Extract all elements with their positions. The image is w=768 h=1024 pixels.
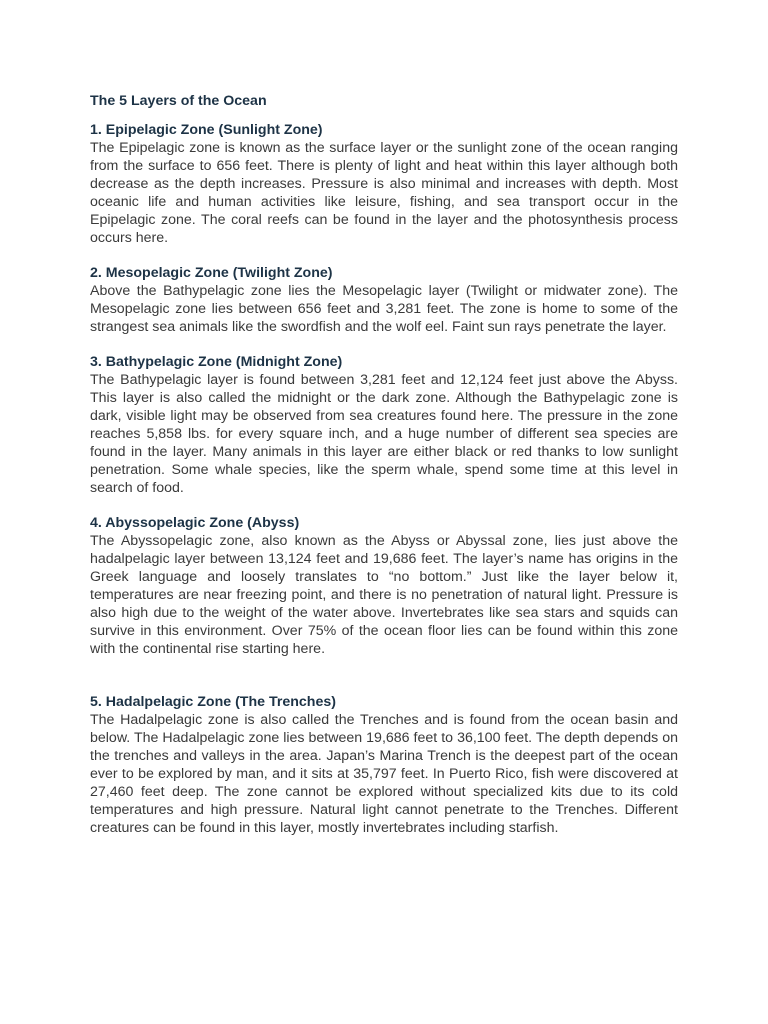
section-heading: 3. Bathypelagic Zone (Midnight Zone)	[90, 354, 343, 370]
section-mesopelagic	[90, 264, 678, 336]
section-bathypelagic	[90, 353, 678, 497]
section-epipelagic	[90, 121, 678, 247]
section-body: The Hadalpelagic zone is also called the Trenches and is found from the ocean basin and below. The Hadalpelagic zone lies between 19,686 feet to 36,100 feet. The depth depends on the trenches and valleys in the area. Japan’s Marina Trench is the deepest part of the ocean ever to be explored by man, and it sits at 35,797 feet. In Puerto Rico, fish were discovered at 27,460 feet deep. The zone cannot be explored without specialized kits due to its cold temperatures and high pressure. Natural light cannot penetrate to the Trenches. Different creatures can be found in this layer, mostly invertebrates including starfish.	[90, 712, 678, 836]
section-heading: 1. Epipelagic Zone (Sunlight Zone)	[90, 122, 323, 138]
section-body: The Epipelagic zone is known as the surface layer or the sunlight zone of the ocean ranging from the surface to 656 feet. There is plenty of light and heat within this layer although both decrease as the depth increases. Pressure is also minimal and increases with depth. Most oceanic life and human activities like leisure, fishing, and sea transport occur in the Epipelagic zone. The coral reefs can be found in the layer and the photosynthesis process occurs here.	[90, 140, 678, 246]
section-body: The Abyssopelagic zone, also known as the Abyss or Abyssal zone, lies just above the hadalpelagic layer between 13,124 feet and 19,686 feet. The layer’s name has origins in the Greek language and loosely translates to “no bottom.” Just like the layer below it, temperatures are near freezing point, and there is no penetration of natural light. Pressure is also high due to the weight of the water above. Invertebrates like sea stars and squids can survive in this environment. Over 75% of the ocean floor lies can be found within this zone with the continental rise starting here.	[90, 533, 678, 657]
section-heading: 5. Hadalpelagic Zone (The Trenches)	[90, 694, 336, 710]
section-heading: 2. Mesopelagic Zone (Twilight Zone)	[90, 265, 333, 281]
section-hadalpelagic	[90, 693, 678, 837]
section-abyssopelagic	[90, 514, 678, 658]
section-body: The Bathypelagic layer is found between 3,281 feet and 12,124 feet just above the Abyss. This layer is also called the midnight or the dark zone. Although the Bathypelagic zone is dark, visible light may be observed from sea creatures found here. The pressure in the zone reaches 5,858 lbs. for every square inch, and a huge number of different sea species are found in the layer. Many animals in this layer are either black or red thanks to low sunlight penetration. Some whale species, like the sperm whale, spend some time at this level in search of food.	[90, 372, 678, 496]
section-body: Above the Bathypelagic zone lies the Mesopelagic layer (Twilight or midwater zone). The Mesopelagic zone lies between 656 feet and 3,281 feet. The zone is home to some of the strangest sea animals like the swordfish and the wolf eel. Faint sun rays penetrate the layer.	[90, 283, 678, 335]
section-heading: 4. Abyssopelagic Zone (Abyss)	[90, 515, 300, 531]
document-page	[90, 92, 678, 854]
document-title: The 5 Layers of the Ocean	[90, 93, 267, 109]
